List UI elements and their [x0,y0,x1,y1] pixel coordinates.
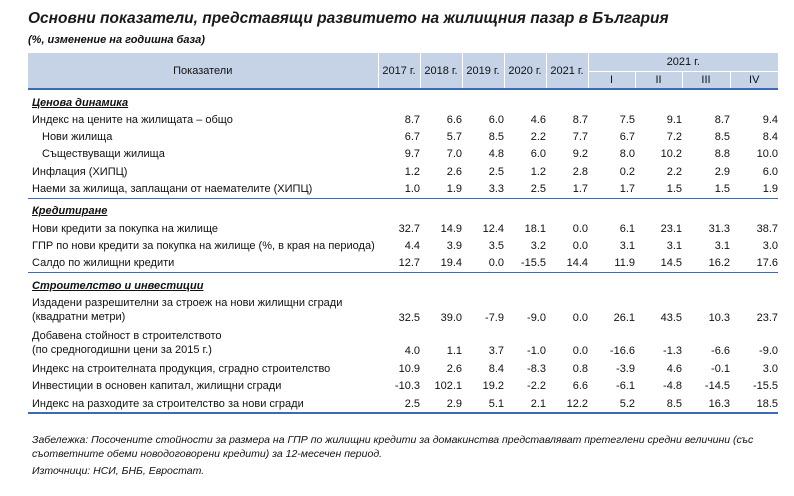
row-label: Инвестиции в основен капитал, жилищни сгради [32,380,282,393]
cell-value: 0.0 [572,345,588,358]
header-year: 2021 г. [546,53,588,88]
cell-value: -6.6 [711,345,730,358]
cell-value: 19.2 [482,380,504,393]
cell-value: 32.7 [398,222,420,235]
row-label: Инфлация (ХИПЦ) [32,165,128,178]
cell-value: 3.0 [762,362,779,375]
table-row [28,255,778,273]
cell-value: 1.7 [546,181,588,199]
cell-value: 2.5 [504,181,546,199]
cell-value: 11.9 [588,255,635,273]
table-row [28,128,778,145]
cell-value: 12.4 [482,222,504,235]
cell-value: 23.1 [660,222,682,235]
cell-value: 2.9 [420,395,462,413]
table-row [28,220,778,237]
cell-value: 2.9 [714,165,730,178]
table-row [28,360,778,377]
cell-value: 17.6 [730,255,778,273]
cell-value: -14.5 [704,380,730,393]
cell-value: 0.8 [572,362,588,375]
cell-value: 9.7 [404,148,420,161]
cell-value: -1.0 [527,345,546,358]
cell-value: 2.6 [446,165,462,178]
cell-value: 3.9 [446,240,462,253]
cell-value: 6.6 [446,113,462,126]
table-row [28,378,778,395]
cell-value: 14.9 [440,222,462,235]
section-header [28,273,778,295]
cell-value: 1.9 [730,181,778,199]
cell-value: 102.1 [434,380,462,393]
cell-value: 6.6 [572,380,588,393]
cell-value: 3.1 [619,240,635,253]
cell-value: 8.5 [635,395,682,413]
cell-value: 10.9 [398,362,420,375]
cell-value: 14.4 [546,255,588,273]
cell-value: 31.3 [708,222,730,235]
row-label: Салдо по жилищни кредити [28,255,378,273]
cell-value: 19.4 [420,255,462,273]
cell-value: 3.1 [666,240,682,253]
row-label: Индекс на цените на жилищата – общо [32,113,233,126]
cell-value: 0.0 [572,222,588,235]
cell-value: 7.5 [619,113,635,126]
cell-value: 26.1 [613,312,635,325]
cell-value: 10.3 [708,312,730,325]
section-title: Ценова динамика [32,96,129,109]
cell-value: 8.7 [714,113,730,126]
cell-value: 3.0 [762,240,779,253]
section-header [28,89,778,111]
cell-value: -9.0 [759,345,779,358]
cell-value: 39.0 [440,312,462,325]
cell-value: 14.5 [635,255,682,273]
cell-value: 6.7 [404,131,420,144]
cell-value: 7.7 [572,131,588,144]
table-row [28,146,778,163]
cell-value: -8.3 [527,362,546,375]
table-row [28,294,778,327]
header-year-2021-quarters: 2021 г. [588,53,778,72]
cell-value: 8.0 [619,148,635,161]
cell-value: 3.2 [530,240,546,253]
cell-value: 2.8 [572,165,588,178]
row-label: Индекс на строителната продукция, сградно строителство [32,362,331,375]
section-title: Строителство и инвестиции [32,279,204,292]
table-sources: Източници: НСИ, БНБ, Евростат. [32,465,205,477]
cell-value: 2.2 [666,165,682,178]
cell-value: 4.6 [530,113,546,126]
cell-value: 5.2 [588,395,635,413]
cell-value: 8.8 [714,148,730,161]
cell-value: -2.2 [527,380,546,393]
cell-value: 6.7 [619,131,635,144]
cell-value: 18.1 [524,222,546,235]
section-header [28,198,778,220]
cell-value: 12.2 [546,395,588,413]
cell-value: 18.5 [730,395,778,413]
cell-value: 1.5 [682,181,730,199]
cell-value: 9.2 [572,148,588,161]
cell-value: 10.0 [756,148,779,161]
row-label: Нови жилища [42,131,113,144]
cell-value: -15.5 [752,380,779,393]
cell-value: 6.0 [762,165,779,178]
cell-value: 1.2 [530,165,546,178]
table-row [28,327,778,360]
cell-value: 5.1 [462,395,504,413]
cell-value: 38.7 [756,222,779,235]
cell-value: -1.3 [663,345,682,358]
page-subtitle: (%, изменение на годишна база) [28,34,205,46]
row-label: Съществуващи жилища [42,148,165,161]
cell-value: -10.3 [394,380,420,393]
cell-value: -16.6 [609,345,635,358]
cell-value: 5.7 [446,131,462,144]
cell-value: 0.0 [572,312,588,325]
cell-value: 8.5 [714,131,730,144]
page-title: Основни показатели, представящи развитието на жилищния пазар в България [28,10,669,27]
table-row [28,111,778,128]
cell-value: -9.0 [527,312,546,325]
cell-value: 0.0 [462,255,504,273]
cell-value: 2.2 [530,131,546,144]
cell-value: 1.5 [635,181,682,199]
cell-value: 2.5 [488,165,504,178]
cell-value: 6.1 [619,222,635,235]
table-row [28,181,778,199]
cell-value: 1.9 [420,181,462,199]
cell-value: 8.5 [488,131,504,144]
row-label-line: (квадратни метри) [32,311,126,324]
header-quarter: IV [730,72,778,89]
cell-value: 6.0 [488,113,504,126]
cell-value: 7.0 [446,148,462,161]
cell-value: 3.1 [714,240,730,253]
row-label [28,327,378,360]
cell-value: 3.3 [462,181,504,199]
cell-value: -15.5 [504,255,546,273]
cell-value: 0.0 [572,240,588,253]
row-label [28,294,378,327]
table-row [28,163,778,180]
cell-value: 43.5 [660,312,682,325]
row-label: Наеми за жилища, заплащани от наемателите (ХИПЦ) [28,181,378,199]
header-indicators: Показатели [28,53,378,88]
row-label-line: (по средногодишни цени за 2015 г.) [32,344,212,357]
header-year: 2020 г. [504,53,546,88]
cell-value: 23.7 [756,312,779,325]
table-note: Забележка: Посочените стойности за размера на ГПР по жилищни кредити за домакинства представляват претеглени средни величини (със съответните обеми новодоговорени кредити) за 12-месечен период. [32,434,754,460]
cell-value: 1.7 [588,181,635,199]
cell-value: 10.2 [660,148,682,161]
header-year: 2018 г. [420,53,462,88]
cell-value: 4.6 [666,362,682,375]
cell-value: 4.4 [404,240,420,253]
row-label-line: Добавена стойност в строителството [32,330,222,343]
row-label-line: Издадени разрешителни за строеж на нови жилищни сгради [32,297,343,310]
indicators-table [28,53,778,414]
row-label: Нови кредити за покупка на жилище [32,222,218,235]
header-year: 2019 г. [462,53,504,88]
cell-value: 1.2 [404,165,420,178]
cell-value: 8.7 [404,113,420,126]
cell-value: 32.5 [398,312,420,325]
cell-value: 3.5 [488,240,504,253]
header-quarter: I [588,72,635,89]
cell-value: 2.5 [378,395,420,413]
cell-value: 2.1 [504,395,546,413]
cell-value: -6.1 [616,380,635,393]
table-row [28,395,778,413]
cell-value: 2.6 [446,362,462,375]
cell-value: 1.0 [378,181,420,199]
header-year: 2017 г. [378,53,420,88]
cell-value: 7.2 [666,131,682,144]
cell-value: 16.3 [682,395,730,413]
cell-value: 9.4 [762,113,779,126]
cell-value: 1.1 [446,345,462,358]
cell-value: -3.9 [616,362,635,375]
row-label: ГПР по нови кредити за покупка на жилище (%, в края на периода) [32,240,375,253]
cell-value: 8.7 [572,113,588,126]
cell-value: 3.7 [488,345,504,358]
cell-value: 12.7 [378,255,420,273]
row-label: Индекс на разходите за строителство за нови сгради [28,395,378,413]
cell-value: 8.4 [488,362,504,375]
header-quarter: III [682,72,730,89]
cell-value: 8.4 [762,131,779,144]
cell-value: 9.1 [666,113,682,126]
cell-value: -0.1 [711,362,730,375]
cell-value: 6.0 [530,148,546,161]
cell-value: 4.0 [404,345,420,358]
table-row [28,237,778,254]
cell-value: -4.8 [663,380,682,393]
cell-value: -7.9 [485,312,504,325]
cell-value: 4.8 [488,148,504,161]
cell-value: 16.2 [682,255,730,273]
section-title: Кредитиране [32,205,108,218]
cell-value: 0.2 [619,165,635,178]
header-quarter: II [635,72,682,89]
